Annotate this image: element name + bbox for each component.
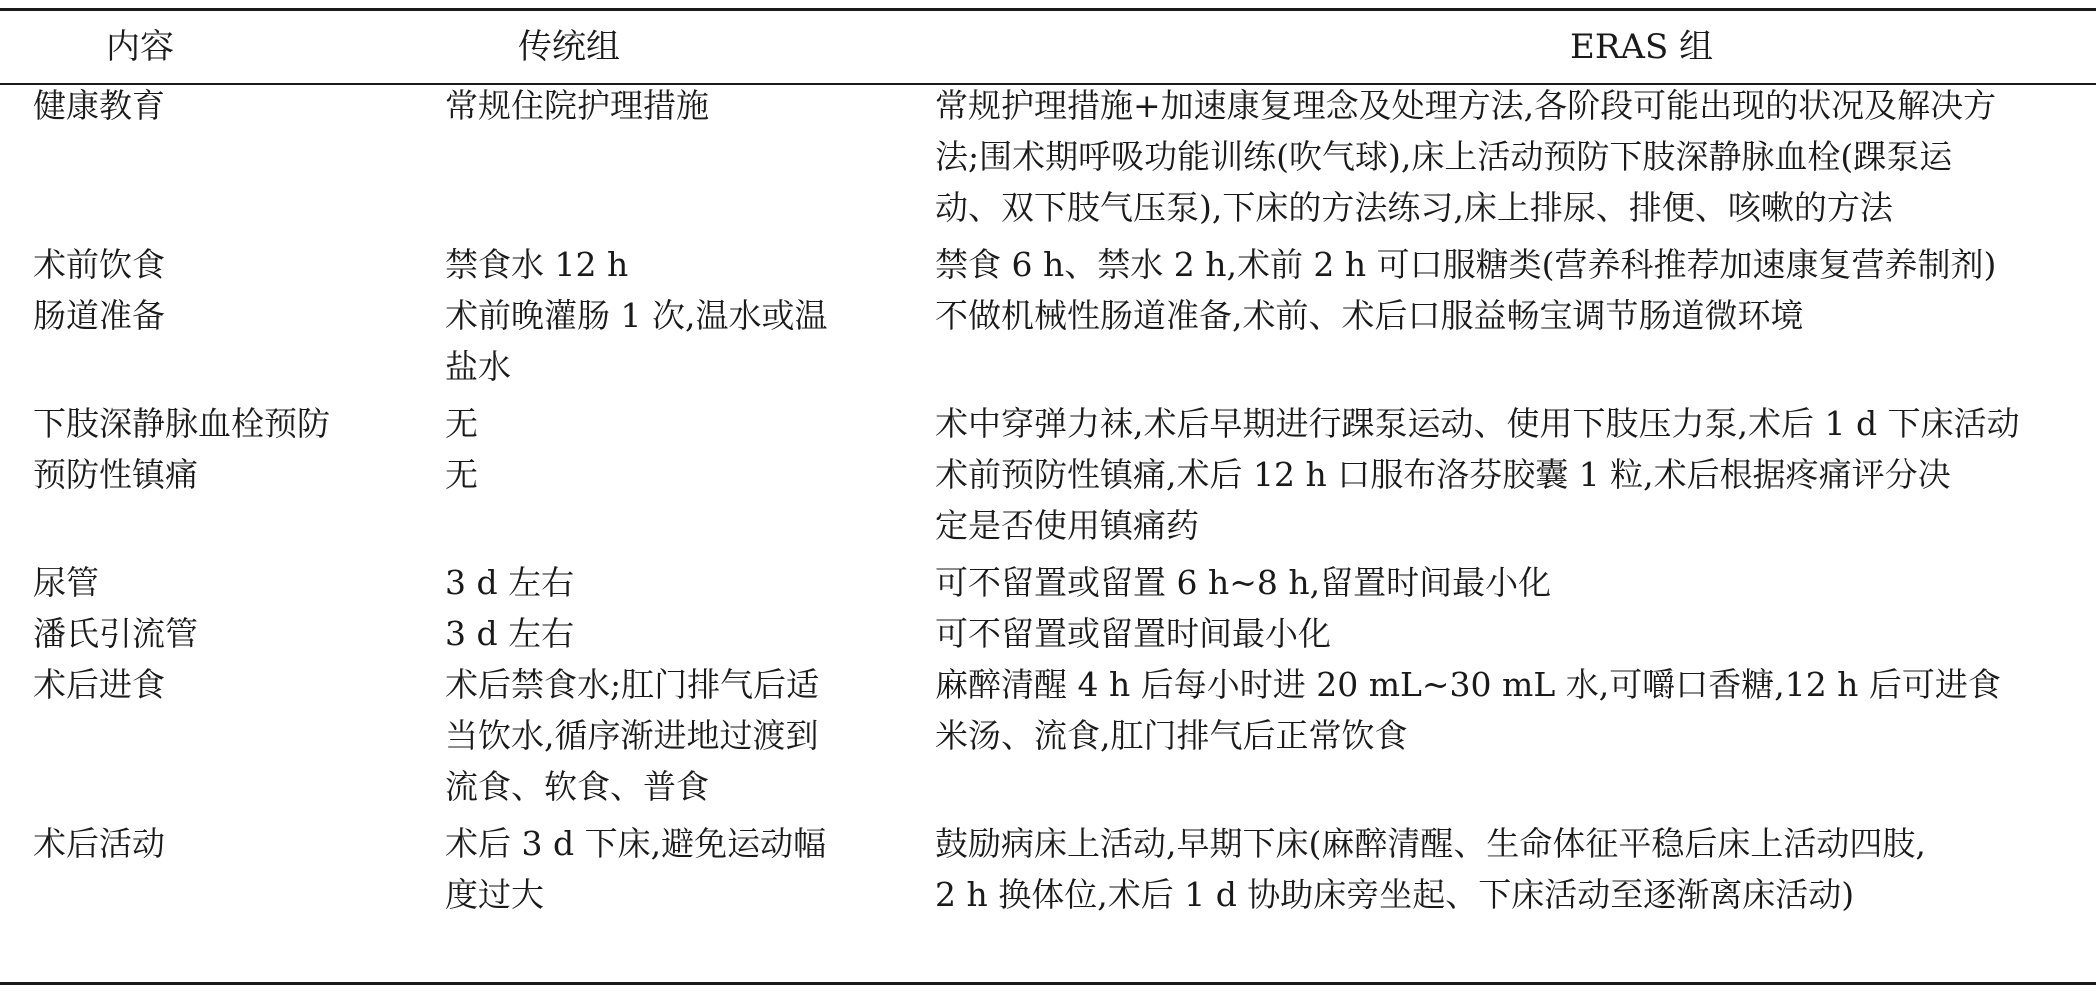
row-item: 预防性镇痛	[33, 455, 198, 494]
eras-text: 麻醉清醒 4 h 后每小时进 20 mL~30 mL 水,可嚼口香糖,12 h 后可进食	[935, 665, 2001, 704]
traditional-text: 3 d 左右	[445, 563, 575, 602]
table-body	[0, 80, 2096, 920]
eras-text: 术中穿弹力袜,术后早期进行踝泵运动、使用下肢压力泵,术后 1 d 下床活动	[935, 404, 2020, 443]
eras-text: 术前预防性镇痛,术后 12 h 口服布洛芬胶囊 1 粒,术后根据疼痛评分决	[935, 455, 1951, 494]
table-row	[0, 239, 2096, 290]
traditional-text: 无	[445, 404, 478, 443]
eras-text: 禁食 6 h、禁水 2 h,术前 2 h 可口服糖类(营养科推荐加速康复营养制剂)	[935, 245, 1997, 284]
eras-text: 米汤、流食,肛门排气后正常饮食	[935, 716, 1408, 755]
table-row	[0, 80, 2096, 233]
table-row	[0, 398, 2096, 449]
traditional-text: 禁食水 12 h	[445, 245, 629, 284]
row-item: 术前饮食	[33, 245, 165, 284]
traditional-text: 盐水	[445, 347, 511, 386]
row-item: 健康教育	[33, 86, 165, 125]
traditional-text: 度过大	[445, 875, 544, 914]
traditional-text: 无	[445, 455, 478, 494]
table-row	[0, 659, 2096, 812]
row-item: 下肢深静脉血栓预防	[33, 404, 330, 443]
eras-text: 常规护理措施+加速康复理念及处理方法,各阶段可能出现的状况及解决方	[935, 86, 1997, 125]
eras-text: 可不留置或留置 6 h~8 h,留置时间最小化	[935, 563, 1552, 602]
eras-text: 不做机械性肠道准备,术前、术后口服益畅宝调节肠道微环境	[935, 296, 1804, 335]
eras-text: 动、双下肢气压泵),下床的方法练习,床上排尿、排便、咳嗽的方法	[935, 188, 1893, 227]
row-item: 潘氏引流管	[33, 614, 198, 653]
table-bottom-rule	[0, 982, 2096, 985]
traditional-text: 术前晚灌肠 1 次,温水或温	[445, 296, 828, 335]
header-traditional-group: 传统组	[518, 27, 620, 67]
row-item: 术后活动	[33, 824, 165, 863]
eras-text: 鼓励病床上活动,早期下床(麻醉清醒、生命体征平稳后床上活动四肢,	[935, 824, 1926, 863]
eras-text: 2 h 换体位,术后 1 d 协助床旁坐起、下床活动至逐渐离床活动)	[935, 875, 1855, 914]
table-row	[0, 608, 2096, 659]
table-top-rule	[0, 8, 2096, 11]
eras-text: 可不留置或留置时间最小化	[935, 614, 1331, 653]
header-eras-group: ERAS 组	[1570, 27, 1714, 67]
traditional-text: 常规住院护理措施	[445, 86, 709, 125]
table-row	[0, 818, 2096, 920]
traditional-text: 当饮水,循序渐进地过渡到	[445, 716, 819, 755]
eras-text: 法;围术期呼吸功能训练(吹气球),床上活动预防下肢深静脉血栓(踝泵运	[935, 137, 1953, 176]
table-row	[0, 557, 2096, 608]
traditional-text: 术后禁食水;肛门排气后适	[445, 665, 820, 704]
traditional-text: 3 d 左右	[445, 614, 575, 653]
eras-text: 定是否使用镇痛药	[935, 506, 1199, 545]
row-item: 肠道准备	[33, 296, 165, 335]
table-row	[0, 290, 2096, 392]
traditional-text: 术后 3 d 下床,避免运动幅	[445, 824, 827, 863]
traditional-text: 流食、软食、普食	[445, 767, 709, 806]
row-item: 尿管	[33, 563, 99, 602]
header-content: 内容	[106, 27, 174, 67]
table-row	[0, 449, 2096, 551]
row-item: 术后进食	[33, 665, 165, 704]
